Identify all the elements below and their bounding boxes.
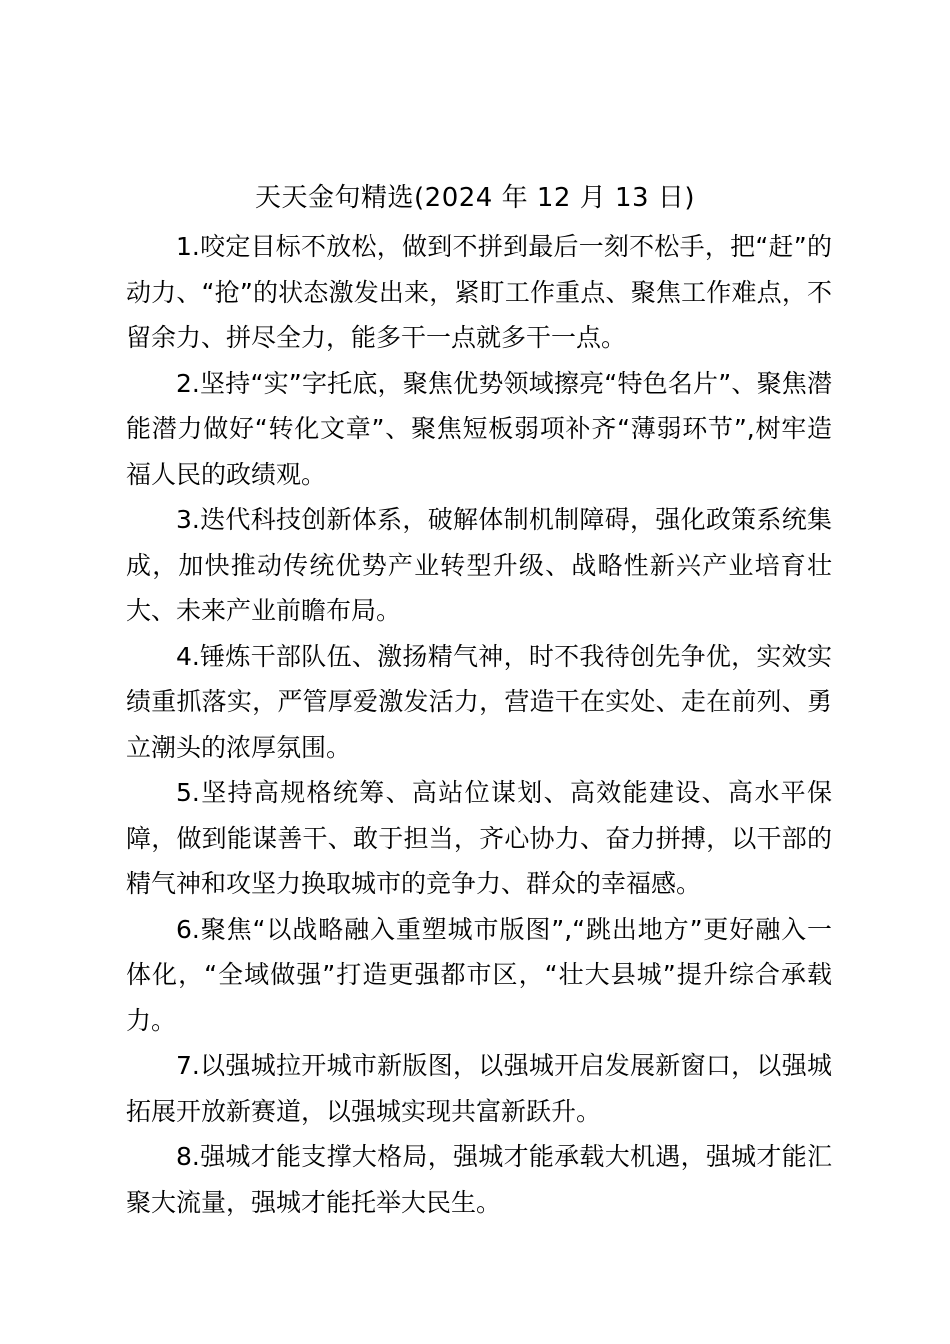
document-body [126,224,832,1225]
document-title: 天天金句精选(2024 年 12 月 13 日) [255,183,695,213]
paragraph-7: 7.以强城拉开城市新版图，以强城开启发展新窗口，以强城拓展开放新赛道，以强城实现共富新跃升。 [126,1051,832,1126]
paragraph-2: 2.坚持“实”字托底，聚焦优势领域擦亮“特色名片”、聚焦潜能潜力做好“转化文章”、聚焦短板弱项补齐“薄弱环节”,树牢造福人民的政绩观。 [126,368,832,489]
paragraph-1: 1.咬定目标不放松，做到不拼到最后一刻不松手，把“赶”的动力、“抢”的状态激发出来，紧盯工作重点、聚焦工作难点，不留余力、拼尽全力，能多干一点就多干一点。 [126,232,832,352]
paragraph-5: 5.坚持高规格统筹、高站位谋划、高效能建设、高水平保障，做到能谋善干、敢于担当，齐心协力、奋力拼搏，以干部的精气神和攻坚力换取城市的竞争力、群众的幸福感。 [126,778,832,898]
paragraph-8: 8.强城才能支撑大格局，强城才能承载大机遇，强城才能汇聚大流量，强城才能托举大民生。 [126,1142,832,1217]
paragraph-4: 4.锤炼干部队伍、激扬精气神，时不我待创先争优，实效实绩重抓落实，严管厚爱激发活力，营造干在实处、走在前列、勇立潮头的浓厚氛围。 [126,641,832,762]
paragraph-3: 3.迭代科技创新体系，破解体制机制障碍，强化政策系统集成，加快推动传统优势产业转型升级、战略性新兴产业培育壮大、未来产业前瞻布局。 [126,505,832,625]
paragraph-6: 6.聚焦“以战略融入重塑城市版图”,“跳出地方”更好融入一体化，“全域做强”打造更强都市区，“壮大县城”提升综合承载力。 [126,914,832,1035]
